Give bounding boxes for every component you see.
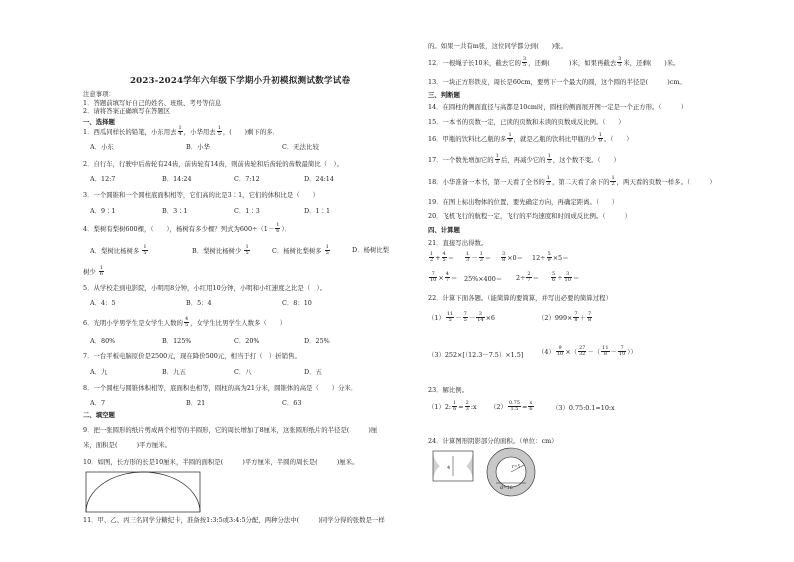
question-12: 12．一根绳子长10米，截去它的 $\frac{3}{5}$ ，还剩( )米，如果再截去 $\frac{3}{5}$ 米，还剩( )米。 bbox=[428, 56, 680, 69]
q6-option-a: A．80% bbox=[90, 337, 116, 345]
calc-22-2: （2）999× $\frac{7}{8}$ ＋ $\frac{7}{8}$ bbox=[538, 311, 592, 324]
question-8: 8．一个圆柱与圆锥体积相等，底面积也相等，圆柱的高为21分米，圆锥体的高是（ ）分米． bbox=[83, 384, 358, 392]
q8-option-a: A．7 bbox=[90, 399, 106, 407]
q5-option-b: B．5：4 bbox=[186, 299, 212, 307]
calc-row2-item2: 25%×400＝ bbox=[464, 275, 503, 283]
section-choice-title: 一、选择题 bbox=[83, 118, 115, 126]
q7-option-c: C．八 bbox=[234, 368, 252, 376]
section-calc-title: 四、计算题 bbox=[428, 226, 460, 234]
shaded-ring-figure bbox=[486, 447, 536, 497]
question-11: 11．甲、乙、丙三名同学分糖纪卡，准备按1:3:5或3:4:5分配，两种分法中( )同学分得的张数是一样 bbox=[83, 516, 385, 524]
calc-22-4: （4） $\frac{9}{10}$ ×（ $\frac{27}{32}$ －（ $\frac{11}{8}$ － $\frac{7}{10}$ ）） bbox=[538, 345, 637, 358]
proportion-1: （1）2: $\frac{1}{6}$ = $\frac{2}{3}$ :x bbox=[428, 400, 477, 413]
question-4: 4．梨树有梨树600棵，（ ），杨树有多少棵？列式为600÷（1－ $\frac{1}{6}$ ）． bbox=[83, 222, 292, 235]
question-6: 6．光明小学男学生是女学生人数的 $\frac{4}{5}$ ，女学生比男学生人数多（ ） bbox=[83, 316, 286, 329]
calc-row1-item2: $\frac{1}{3}$ － $\frac{1}{3}$ ＝ bbox=[466, 251, 492, 264]
q3-option-c: C．1∶3 bbox=[234, 207, 260, 215]
note-1: 1．答题前填写好自己的姓名、班级、考号等信息 bbox=[83, 99, 222, 107]
fig1-length-label: 4 bbox=[447, 465, 451, 471]
question-18: 18．小华准备一本书，第一天看了全书的 $\frac{1}{3}$ ，第二天看了余下的 $\frac{1}{2}$ ，两天看的页数一样多。（ ） bbox=[428, 175, 716, 188]
q1-option-b: B．小华 bbox=[186, 143, 210, 151]
calc-row2-item1: $\frac{7}{10}$ × $\frac{4}{7}$ ＝ bbox=[430, 271, 458, 284]
section-fill-title: 二、填空题 bbox=[83, 411, 115, 419]
calc-row1-item1: $\frac{1}{2}$ + $\frac{4}{5}$ ＝ bbox=[430, 251, 455, 264]
shaded-semicircle-figure bbox=[432, 450, 474, 482]
q6-option-d: D．25% bbox=[304, 337, 330, 345]
q2-option-a: A．12:7 bbox=[90, 175, 116, 183]
question-5: 5．从学校走到电影院，小明用8分钟，小红用10分钟，小明和小红速度之比是（ ）。 bbox=[83, 284, 327, 292]
q4-option-d: D．杨树比梨 bbox=[352, 246, 390, 254]
question-9-cont: 米，面积是( )平方厘米。 bbox=[83, 441, 172, 449]
question-24: 24．计算图形阴影部分的面积。（单位：cm） bbox=[428, 437, 558, 445]
question-14: 14．在圆柱的侧面直径与高都是10cm时，圆柱的侧面展开图一定是一个正方形。（ ） bbox=[428, 103, 688, 111]
q6-option-b: B．125% bbox=[162, 337, 192, 345]
q1-option-c: C．无法比较 bbox=[282, 143, 319, 151]
proportion-2: （2） $\frac{0.75}{1.5}$ = $\frac{x}{6}$ bbox=[490, 400, 533, 413]
calc-22-1: （1） $\frac{11}{5}$ － $\frac{7}{5}$ － $\frac{3}{14}$ ×6 bbox=[428, 311, 495, 324]
q4-option-b: B．梨树比杨树少 $\frac{1}{5}$ bbox=[192, 244, 249, 257]
q2-option-b: B．14:24 bbox=[162, 175, 192, 183]
q1-option-a: A．小东 bbox=[90, 143, 114, 151]
question-9: 9．把一张圆形的纸片剪成两个相等的半圆形，它的周长增加了8厘米，这张圆形纸片的半径是( )厘 bbox=[83, 426, 378, 434]
exam-title: 2023-2024学年六年级下学期小升初模拟测试数学试卷 bbox=[130, 76, 351, 86]
question-3: 3．一个圆锥和一个圆柱底面积相等，它们高的比是3∶1，它们的体积比是（ ） bbox=[83, 191, 319, 199]
question-15: 15．一本书的页数一定，已读的页数和未读的页数成反比例。（ ） bbox=[428, 118, 625, 126]
q3-option-d: D．1∶1 bbox=[304, 207, 331, 215]
rect-semicircle-figure bbox=[85, 470, 203, 514]
question-20: 20．飞机飞行的航程一定，飞行的平均速度和时间成反比例。（ ） bbox=[428, 212, 632, 220]
notes-heading: 注意事项： bbox=[83, 90, 115, 98]
q3-option-a: A．9∶1 bbox=[90, 207, 116, 215]
question-19: 19．在图上标出物体的位置，要先确定方向，再确定距离。（ ） bbox=[428, 198, 619, 206]
calc-22-3: （3）252×[（12.3－7.5）×1.5] bbox=[428, 351, 524, 359]
q7-option-d: D．五 bbox=[304, 368, 322, 376]
q8-option-b: B．21 bbox=[186, 399, 206, 407]
q2-option-c: C．7:12 bbox=[234, 175, 260, 183]
q3-option-b: B．3∶1 bbox=[162, 207, 188, 215]
q4-option-c: C．杨树比梨树多 $\frac{1}{5}$ bbox=[272, 244, 329, 257]
calc-row1-item3: $\frac{3}{8}$ ×0＝ bbox=[502, 251, 524, 264]
fig2-radius-label: r=5 bbox=[512, 464, 521, 469]
calc-row2-item3: 2÷ $\frac{2}{7}$ ＝ bbox=[516, 271, 539, 284]
question-7: 7．一台平板电脑原价是2500元，现在降价500元，相当于打（ ）折销售。 bbox=[83, 352, 301, 360]
q8-option-c: C．63 bbox=[282, 399, 302, 407]
fig2-diameter-label: d=16 bbox=[500, 486, 513, 491]
q4-option-a: A．梨树比杨树多 $\frac{1}{5}$ bbox=[90, 244, 147, 257]
q5-option-a: A．4：5 bbox=[90, 299, 116, 307]
question-21: 21．直接写出得数。 bbox=[428, 239, 488, 247]
question-16: 16．甲瓶的饮料比乙瓶的多 $\frac{1}{9}$ ，就是乙瓶的饮料比甲瓶的少 $\frac{1}{9}$ 。（ ） bbox=[428, 132, 633, 145]
note-2: 2．请将答案正确填写在答题区 bbox=[83, 107, 171, 115]
question-22: 22．计算下面各题。（能简算的要简算，并写出必要的简算过程） bbox=[428, 294, 612, 302]
question-17: 17．一个数先增加它的 $\frac{1}{3}$ 后，再减少它的 $\frac{1}{3}$ ，这个数不变。（ ） bbox=[428, 153, 620, 166]
q2-option-d: D．24:14 bbox=[304, 175, 334, 183]
q5-option-c: C．8：10 bbox=[282, 299, 312, 307]
question-23: 23．解比例。 bbox=[428, 386, 469, 394]
proportion-3: （3）0.75:0.1=10:x bbox=[552, 404, 615, 412]
section-judge-title: 三、判断题 bbox=[428, 91, 460, 99]
question-11-cont: 的。如果一共有m张，这位同学都分到( )张。 bbox=[428, 42, 567, 50]
q6-option-c: C．20% bbox=[234, 337, 260, 345]
question-1: 1．西瓜同样长的铅笔，小东用去 $\frac{1}{4}$ ，小华用去 $\frac{1}{5}$ ，( )剩下的多． bbox=[83, 125, 279, 138]
q4-option-d-wrap: 树少 $\frac{1}{6}$ bbox=[83, 265, 104, 278]
q7-option-b: B．九五 bbox=[162, 368, 186, 376]
question-2: 2．自行车，行驶中后齿轮有24齿，前齿轮有14齿，则前齿轮和后齿轮的齿数最简比（ ）。 bbox=[83, 160, 343, 168]
question-10: 10．如图，长方形的长是10厘米，半圆的面积是( )平方厘米，半圆的周长是( )厘米。 bbox=[83, 458, 359, 466]
calc-row1-item4: 12÷ $\frac{5}{9}$ ×5＝ bbox=[532, 251, 569, 264]
q7-option-a: A．九 bbox=[90, 368, 108, 376]
calc-row2-item4: $\frac{5}{6}$ ÷ $\frac{3}{10}$ ＝ bbox=[552, 271, 580, 284]
question-13: 13．一块正方形铁皮，周长是60cm，要剪下一个最大的圆，这个圆的半径是( )cm。 bbox=[428, 78, 686, 86]
